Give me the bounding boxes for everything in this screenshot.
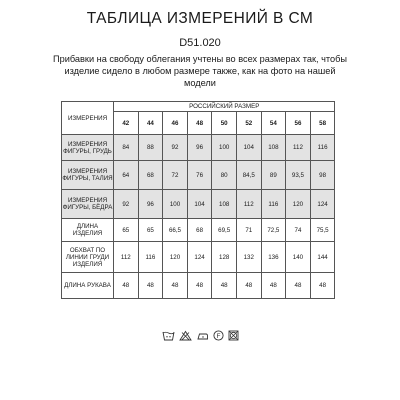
svg-text:F: F: [216, 333, 220, 340]
value-cell: 48: [212, 273, 237, 299]
value-cell: 112: [236, 190, 261, 219]
row-label: ИЗМЕРЕНИЯ ФИГУРЫ, ГРУДЬ: [62, 135, 114, 161]
value-cell: 128: [212, 242, 237, 273]
size-table: [61, 101, 335, 299]
value-cell: 76: [187, 161, 212, 190]
value-cell: 116: [138, 242, 163, 273]
value-cell: 89: [261, 161, 286, 190]
value-cell: 136: [261, 242, 286, 273]
value-cell: 48: [261, 273, 286, 299]
value-cell: 92: [163, 135, 188, 161]
row-label: ДЛИНА РУКАВА: [62, 273, 114, 299]
value-cell: 71: [236, 219, 261, 242]
value-cell: 74: [286, 219, 311, 242]
row-label: ИЗМЕРЕНИЯ ФИГУРЫ, ТАЛИЯ: [62, 161, 114, 190]
value-cell: 112: [286, 135, 311, 161]
value-cell: 112: [114, 242, 139, 273]
value-cell: 69,5: [212, 219, 237, 242]
value-cell: 84,5: [236, 161, 261, 190]
value-cell: 68: [138, 161, 163, 190]
product-code: D51.020: [179, 37, 221, 49]
value-cell: 68: [187, 219, 212, 242]
value-cell: 98: [310, 161, 335, 190]
value-cell: 96: [138, 190, 163, 219]
row-label: ИЗМЕРЕНИЯ ФИГУРЫ, БЁДРА: [62, 190, 114, 219]
value-cell: 48: [286, 273, 311, 299]
row-label: ДЛИНА ИЗДЕЛИЯ: [62, 219, 114, 242]
size-cell: 44: [138, 112, 163, 135]
size-cell: 50: [212, 112, 237, 135]
size-cell: 52: [236, 112, 261, 135]
value-cell: 72,5: [261, 219, 286, 242]
value-cell: 48: [138, 273, 163, 299]
size-cell: 42: [114, 112, 139, 135]
size-cell: 58: [310, 112, 335, 135]
value-cell: 93,5: [286, 161, 311, 190]
table-row: [62, 219, 335, 242]
value-cell: 124: [187, 242, 212, 273]
value-cell: 120: [163, 242, 188, 273]
iron-low-icon: [196, 330, 209, 341]
value-cell: 64: [114, 161, 139, 190]
value-cell: 144: [310, 242, 335, 273]
size-cell: 56: [286, 112, 311, 135]
value-cell: 116: [261, 190, 286, 219]
page-title: ТАБЛИЦА ИЗМЕРЕНИЙ В СМ: [86, 10, 314, 27]
row-label: ОБХВАТ ПО ЛИНИИ ГРУДИ ИЗДЕЛИЯ: [62, 242, 114, 273]
measure-header: ИЗМЕРЕНИЯ: [62, 102, 114, 135]
value-cell: 100: [163, 190, 188, 219]
value-cell: 72: [163, 161, 188, 190]
value-cell: 65: [138, 219, 163, 242]
table-row: [62, 135, 335, 161]
value-cell: 108: [212, 190, 237, 219]
dry-clean-f-icon: [213, 330, 224, 341]
value-cell: 132: [236, 242, 261, 273]
table-row: [62, 242, 335, 273]
value-cell: 116: [310, 135, 335, 161]
value-cell: 48: [187, 273, 212, 299]
table-row: [62, 161, 335, 190]
value-cell: 84: [114, 135, 139, 161]
size-cell: 46: [163, 112, 188, 135]
value-cell: 48: [114, 273, 139, 299]
value-cell: 120: [286, 190, 311, 219]
value-cell: 66,5: [163, 219, 188, 242]
care-symbols: [0, 330, 400, 341]
value-cell: 104: [236, 135, 261, 161]
table-row: [62, 273, 335, 299]
value-cell: 108: [261, 135, 286, 161]
value-cell: 48: [163, 273, 188, 299]
value-cell: 104: [187, 190, 212, 219]
fit-note: Прибавки на свободу облегания учтены во всех размерах так, чтобы изделие сидело в любом размере также, как на фото на нашей модели: [53, 54, 347, 88]
value-cell: 96: [187, 135, 212, 161]
value-cell: 88: [138, 135, 163, 161]
size-cell: 54: [261, 112, 286, 135]
value-cell: 48: [310, 273, 335, 299]
size-cell: 48: [187, 112, 212, 135]
no-tumble-dry-icon: [228, 330, 239, 341]
table-row: [62, 190, 335, 219]
value-cell: 48: [236, 273, 261, 299]
value-cell: 100: [212, 135, 237, 161]
table-header-row: [62, 102, 335, 112]
value-cell: 80: [212, 161, 237, 190]
value-cell: 92: [114, 190, 139, 219]
wash-30-icon: [162, 330, 175, 341]
ru-size-header: РОССИЙСКИЙ РАЗМЕР: [114, 102, 335, 112]
value-cell: 65: [114, 219, 139, 242]
value-cell: 140: [286, 242, 311, 273]
value-cell: 75,5: [310, 219, 335, 242]
no-bleach-icon: [179, 330, 192, 341]
value-cell: 124: [310, 190, 335, 219]
